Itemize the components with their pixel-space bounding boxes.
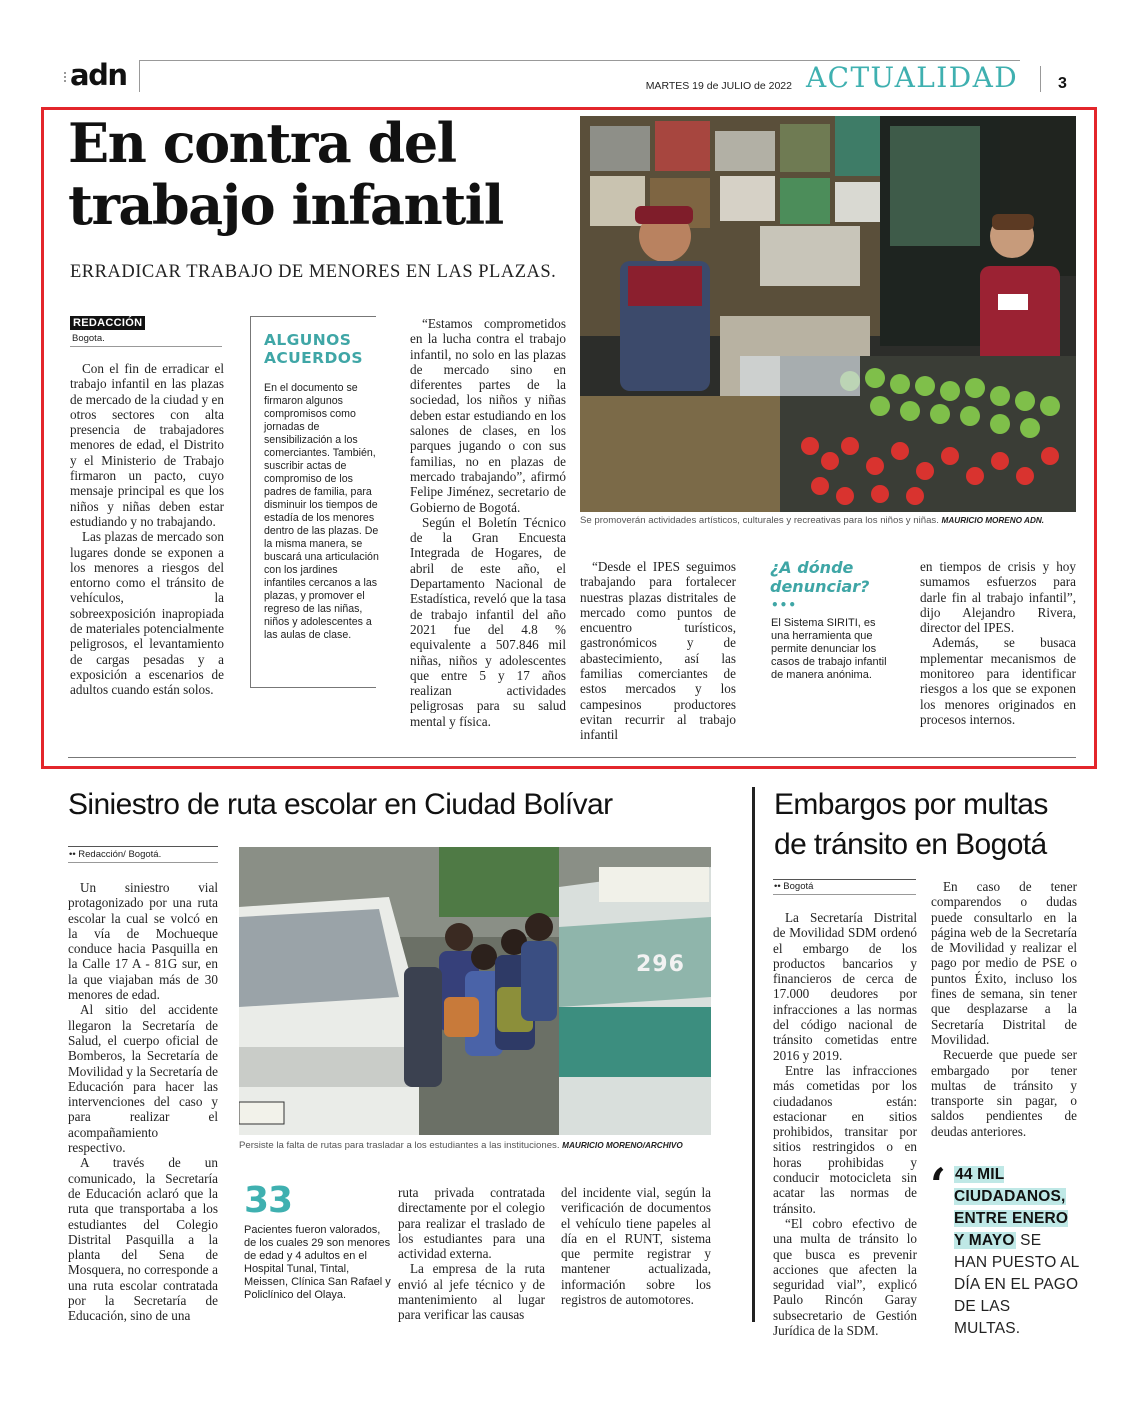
sidebar-title: ALGUNOS ACUERDOS — [264, 331, 363, 367]
main-headline — [68, 112, 573, 236]
byline-rule — [70, 346, 222, 347]
paragraph: Con el fin de erradicar el trabajo infantil en las plazas de mercado de la ciudad y en otros sectores con alta presencia de trabajadores menores de edad, el Distrito y el Ministerio de Trabajo firmaron un pacto, cuyo mensaje principal es que los niños y niñas deben estar estudiando y no trabajando. — [70, 361, 224, 529]
stat-text: Pacientes fueron valorados, de los cuales 29 son menores de edad y 4 adultos en el Hospital Tunal, Tintal, Meissen, Clínica San Rafael y Policlínico del Olaya. — [244, 1224, 391, 1301]
quote-mark-icon: ‘ — [930, 1158, 947, 1212]
paragraph: “Estamos comprometidos en la lucha contra el trabajo infantil, no solo en las plazas de mercado sino en diferentes partes de la sociedad, los niños y niñas deben estar estudiando en los salones de clases, en los parques jugando o con sus familias, no en plazas de mercado trabajando”, afirmó Felipe Jiménez, secretario de Gobierno de Bogotá. — [410, 316, 566, 515]
column-divider — [752, 787, 755, 1322]
photo-credit: MAURICIO MORENO/ARCHIVO — [562, 1141, 683, 1150]
main-subheadline: ERRADICAR TRABAJO DE MENORES EN LAS PLAZAS. — [70, 262, 557, 282]
logo-mark — [64, 72, 69, 82]
article2-column-3 — [398, 1185, 545, 1323]
publication-logo: adn — [70, 58, 127, 92]
paragraph: del incidente vial, según la verificación de documentos el vehículo tiene papeles al día en el RUNT, sistema que permite registrar y mantener actualizada, información sobre los registros de automotores. — [561, 1185, 711, 1308]
pull-quote — [954, 1164, 1079, 1340]
bus-route-sign — [360, 893, 450, 923]
main-article-column-4 — [580, 559, 736, 743]
article2-column-1 — [68, 880, 218, 1324]
caption-text: Persiste la falta de rutas para trasladar a los estudiantes a las instituciones. — [239, 1140, 560, 1151]
paragraph: La empresa de la ruta envió al jefe técnico y de mantenimiento al lugar para verificar las causas — [398, 1261, 545, 1323]
page-number-divider — [1040, 66, 1041, 92]
main-headline-line2: trabajo infantil — [68, 173, 503, 237]
school-bus-photo — [239, 847, 711, 1135]
pull-quote-highlight: 44 MIL CIUDADANOS, ENTRE ENERO Y MAYO — [954, 1166, 1069, 1249]
article2-column-4 — [561, 1185, 711, 1307]
paragraph: Recuerde que puede ser embargado por tener multas de tránsito y transporte sin pagar, o saldos pendientes de deudas anteriores. — [931, 1047, 1077, 1139]
article2-byline: •• Redacción/ Bogotá. — [69, 849, 162, 860]
page-number: 3 — [1058, 75, 1067, 92]
byline-location: Bogota. — [72, 333, 105, 344]
byline-rule — [773, 879, 916, 880]
issue-date: MARTES 19 de JULIO de 2022 — [645, 80, 792, 92]
paragraph: ruta privada contratada directamente por el colegio para realizar el traslado de los estudiantes para una actividad externa. — [398, 1185, 545, 1262]
paragraph: A través de un comunicado, la Secretaría de Educación aclaró que la ruta que transportaba a los estudiantes del Colegio Distrital Pasquilla a la planta del Sena de Mosquera, no corresponde a una ruta escolar contratada por la Secretaría de Educación, sino de una — [68, 1155, 218, 1324]
article3-column-2 — [931, 879, 1077, 1139]
article3-headline — [774, 785, 1084, 865]
market-photo — [580, 116, 1076, 512]
byline-tag: REDACCIÓN — [70, 316, 145, 330]
byline-rule — [773, 894, 916, 895]
pull-quote-text: SE HAN PUESTO AL DÍA EN EL PAGO DE LAS MULTAS. — [954, 1232, 1079, 1337]
article3-headline-line2: de tránsito en Bogotá — [774, 828, 1047, 861]
paragraph: Las plazas de mercado son lugares donde se exponen a los menores a riesgos del entorno como el tránsito de vehículos, la sobreexposición inapropiada de materiales potencialmente peligrosos, el levantamiento de cargas pesadas y a exposición a escenarios de adultos cuando están solos. — [70, 529, 224, 698]
caption-text: Se promoverán actividades artísticos, culturales y recreativas para los niños y niñas. — [580, 515, 939, 526]
main-article-column-3 — [410, 316, 566, 729]
denunciar-dots: ••• — [771, 598, 798, 612]
paragraph: Además, se busaca mplementar mecanismos de monitoreo para identificar riesgos a los que se exponen los menores originados en procesos internos. — [920, 635, 1076, 727]
paragraph: En caso de tener comparendos o dudas puede consultarlo en la página web de la Secretaría de Movilidad y realizar el pago por medio de PSE o puntos Éxito, incluso los fines de semana, sin tener que desplazarse a la Secretaría Distrital de Movilidad. — [931, 879, 1077, 1047]
header-divider — [139, 60, 140, 92]
byline-rule — [68, 846, 218, 847]
paragraph: en tiempos de crisis y hoy sumamos esfuerzos para darle fin al trabajo infantil”, dijo Alejandro Rivera, director del IPES. — [920, 559, 1076, 636]
denunciar-title: ¿A dónde denunciar? — [770, 558, 870, 596]
section-rule — [68, 757, 1076, 758]
byline-rule — [68, 862, 218, 863]
paragraph: Un siniestro vial protagonizado por una ruta escolar la cual se volcó en la vía de Mochueque conduce hacia Pasquilla en la Calle 17 A - 81G sur, en la que viajaban más de 30 menores de edad. — [68, 880, 218, 1003]
article2-headline: Siniestro de ruta escolar en Ciudad Bolívar — [68, 788, 613, 821]
main-article-column-1 — [70, 361, 224, 698]
main-article-column-6 — [920, 559, 1076, 727]
bus-number: 296 — [636, 952, 685, 977]
paragraph: “El cobro efectivo de una multa de tránsito lo que busca es prevenir acciones que afecten la seguridad vial”, explicó Paulo Rincón Garay subsecretario de Gestión Jurídica de la SDM. — [773, 1215, 917, 1339]
bus-photo-caption — [239, 1140, 711, 1151]
article3-headline-line1: Embargos por multas — [774, 788, 1048, 821]
article3-column-1 — [773, 910, 917, 1338]
market-photo-caption — [580, 515, 1076, 526]
paragraph: Según el Boletín Técnico de la Gran Encuesta Integrada de Hogares, de abril de este año, el Departamento Nacional de Estadística, reveló que la tasa de trabajo infantil del año 2021 fue del 4.8 % equivalente a 507.846 mil niñas, niños y adolescentes que entre 5 y 17 años realizan actividades peligrosas para su salud mental y física. — [410, 514, 566, 729]
paragraph: La Secretaría Distrital de Movilidad SDM ordenó el embargo de los productos bancarios y financieros de cerca de 17.000 deudores por infracciones a las normas del código nacional de tránsito cometidas entre 2016 y 2019. — [773, 910, 917, 1063]
paragraph: Entre las infracciones más cometidas por los ciudadanos están: estacionar en sitios prohibidos, transitar por sitios restringidos o en horas prohibidas y conducir motocicleta sin acatar las normas de tránsito. — [773, 1062, 917, 1216]
denunciar-text: El Sistema SIRITI, es una herramienta que permite denunciar los casos de trabajo infantil de manera anónima. — [771, 617, 887, 681]
article3-byline: •• Bogotá — [774, 881, 814, 892]
section-title: ACTUALIDAD — [806, 61, 1019, 94]
main-headline-line1: En contra del — [68, 111, 456, 175]
paragraph: Al sitio del accidente llegaron la Secretaría de Salud, el cuerpo oficial de Bomberos, la Secretaría de Movilidad y la Secretaría de Educación para hacer las intervenciones del caso y para realizar el acompañamiento respectivo. — [68, 1002, 218, 1156]
stat-number: 33 — [244, 1180, 293, 1221]
paragraph: “Desde el IPES seguimos trabajando para fortalecer nuestras plazas distritales de mercado como puntos de encuentro turísticos, gastronómicos y de abastecimiento, así las familias comerciantes de estos mercados y los campesinos productores evitan recurrir al trabajo infantil — [580, 559, 736, 743]
sidebar-text: En el documento se firmaron algunos compromisos como jornadas de sensibilización a los comerciantes. También, suscribir actas de compromiso de los padres de familia, para disminuir los tiempos de estadía de los menores dentro de las plazas. De la misma manera, se buscará una articulación con los jardines infantiles cercanos a las plazas, y promover el regreso de las niñas, niños y adolescentes a las aulas de clase. — [264, 382, 379, 641]
photo-credit: MAURICIO MORENO ADN. — [941, 516, 1045, 525]
